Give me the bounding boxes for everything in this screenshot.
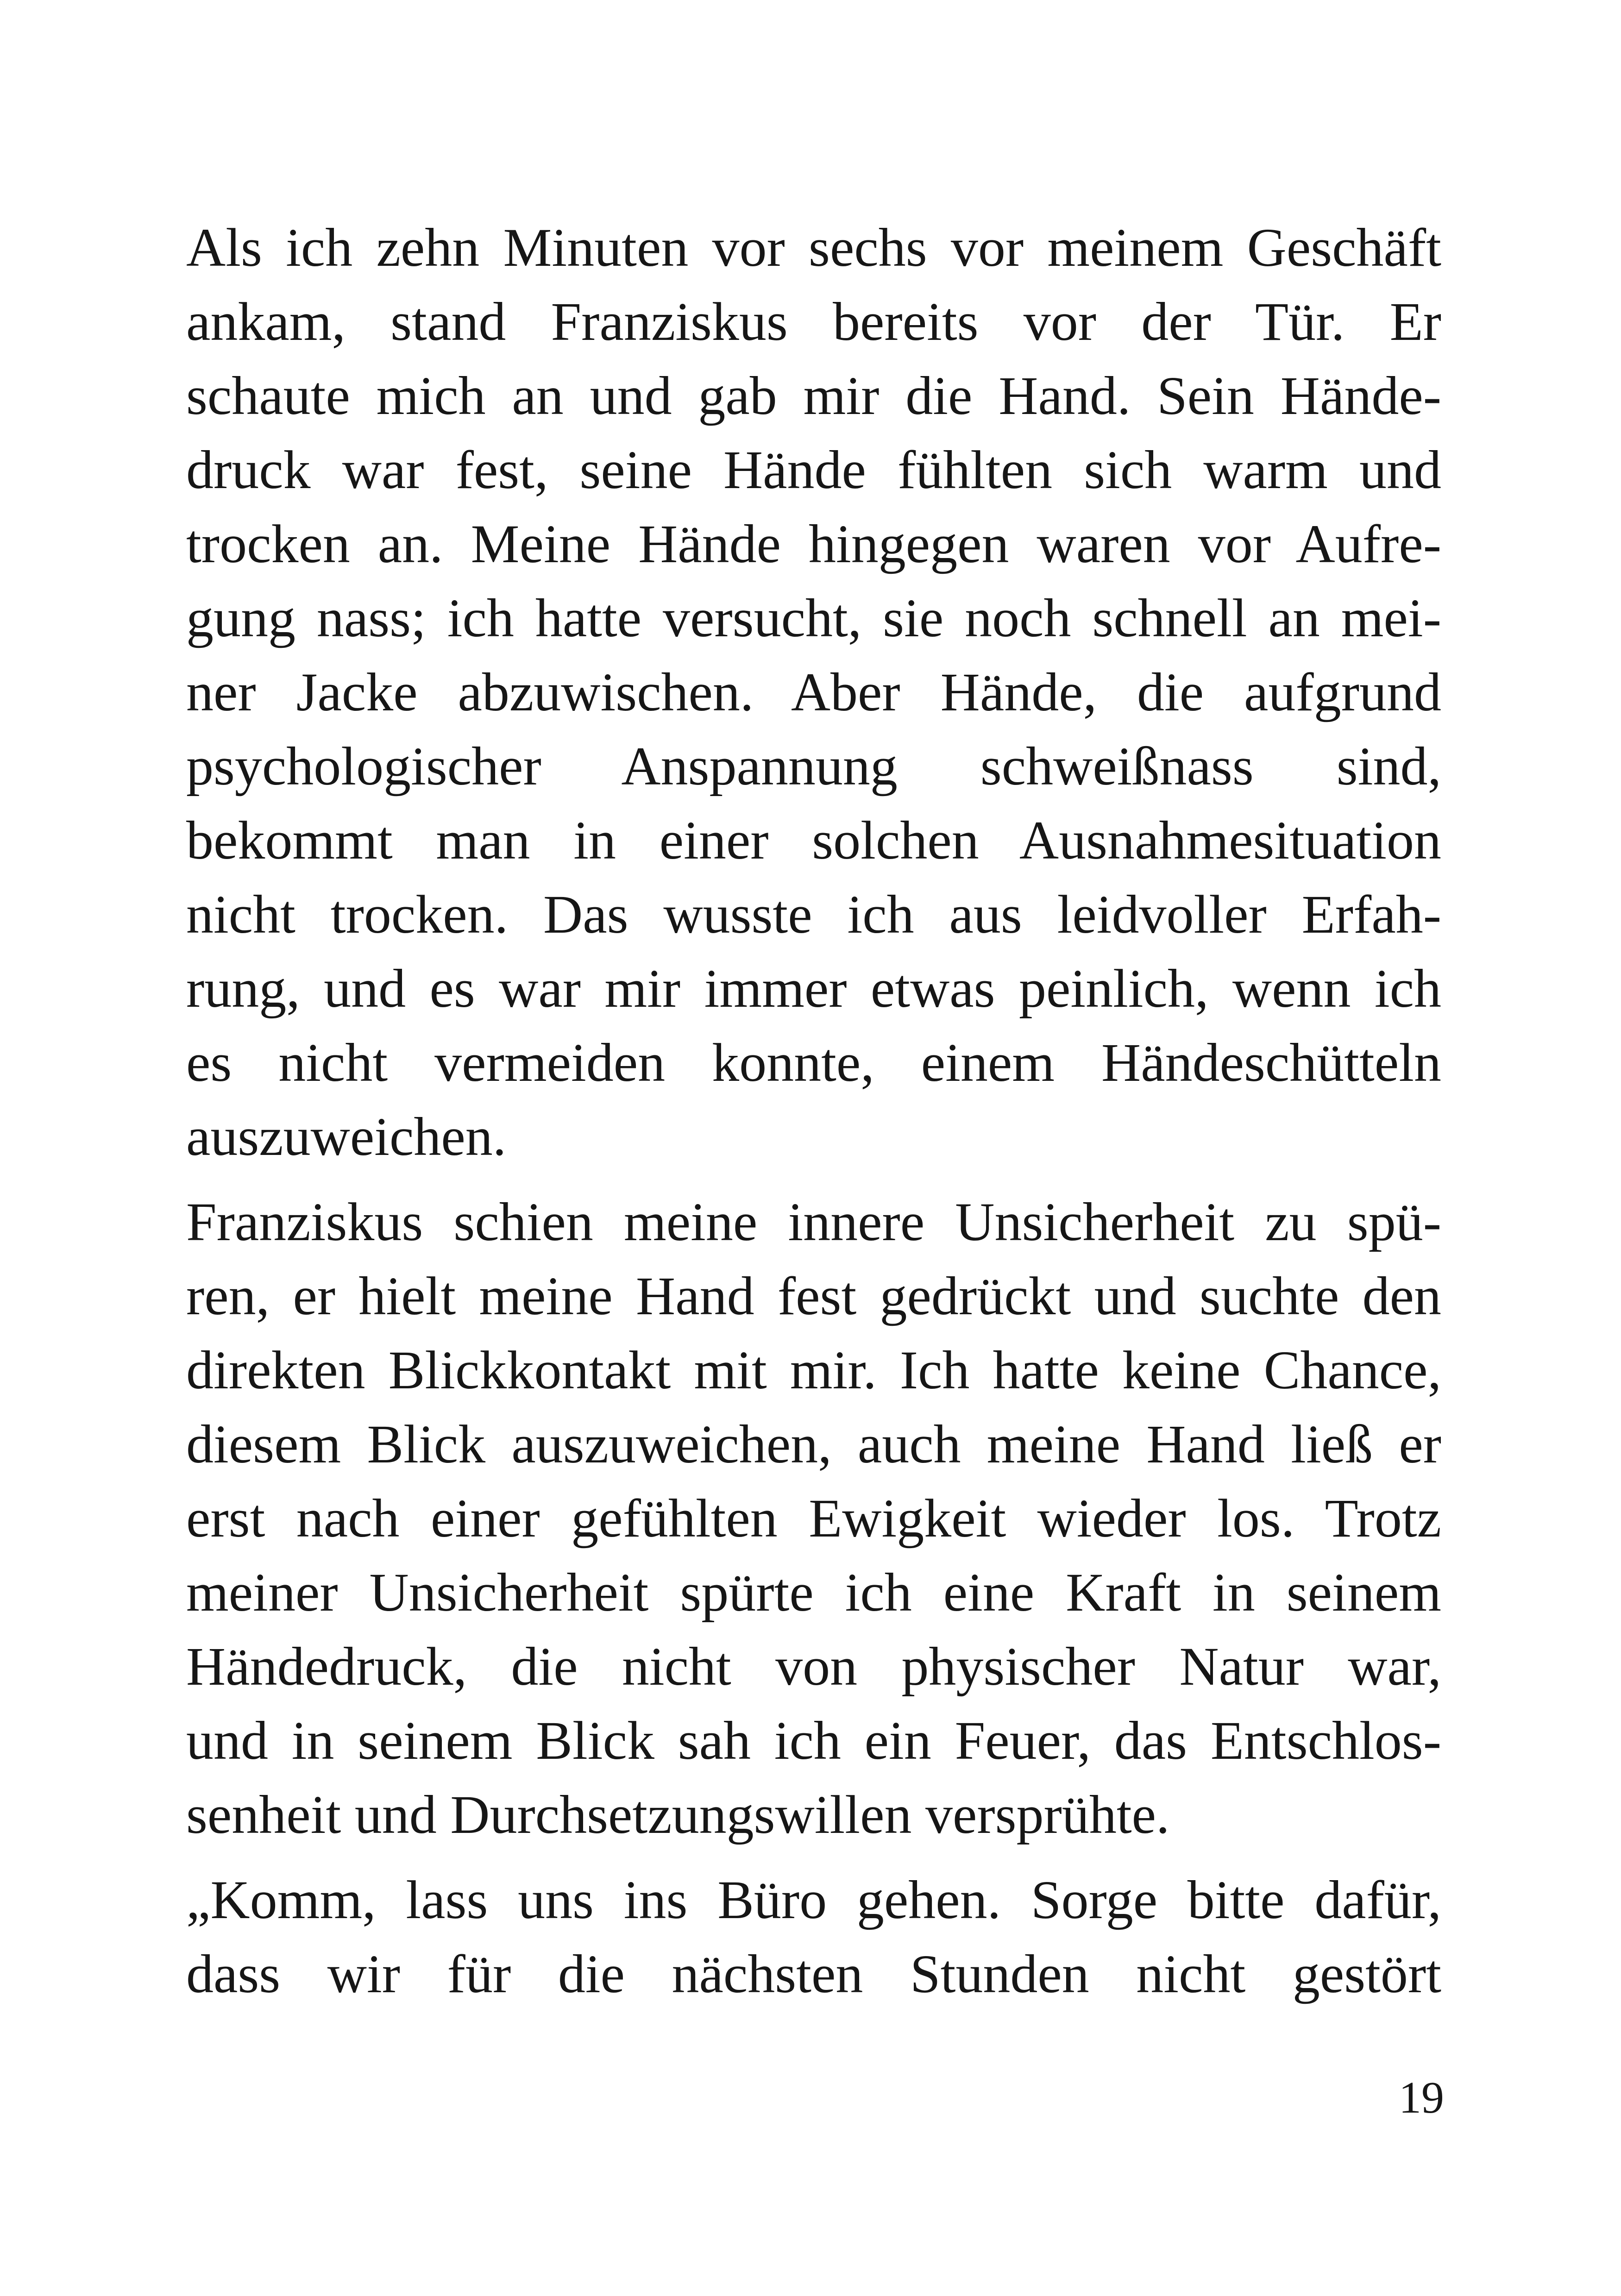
text-line: es nicht vermeiden konnte, einem Händeschütteln [186, 1032, 1441, 1093]
text-line: dass wir für die nächsten Stunden nicht gestört [186, 1944, 1441, 2004]
text-line: „Komm, lass uns ins Büro gehen. Sorge bitte dafür, [186, 1869, 1441, 1930]
text-line: diesem Blick auszuweichen, auch meine Hand ließ er [186, 1414, 1441, 1474]
text-line: gung nass; ich hatte versucht, sie noch schnell an mei- [186, 588, 1441, 648]
text-line: meiner Unsicherheit spürte ich eine Kraft in seinem [186, 1562, 1441, 1623]
body-text [186, 211, 1441, 2011]
text-line: ner Jacke abzuwischen. Aber Hände, die aufgrund [186, 662, 1441, 722]
paragraph-3 [186, 1863, 1441, 2011]
text-line: senheit und Durchsetzungswillen versprühte. [186, 1784, 1170, 1845]
text-line: bekommt man in einer solchen Ausnahmesituation [186, 810, 1441, 871]
text-line: ren, er hielt meine Hand fest gedrückt und suchte den [186, 1266, 1441, 1326]
text-line: und in seinem Blick sah ich ein Feuer, das Entschlos- [186, 1710, 1441, 1771]
text-line: Als ich zehn Minuten vor sechs vor meinem Geschäft [186, 217, 1441, 278]
text-line: nicht trocken. Das wusste ich aus leidvoller Erfah- [186, 884, 1441, 945]
text-line: rung, und es war mir immer etwas peinlich, wenn ich [186, 958, 1441, 1019]
text-line: auszuweichen. [186, 1106, 507, 1167]
text-line: psychologischer Anspannung schweißnass sind, [186, 736, 1441, 797]
text-line: erst nach einer gefühlten Ewigkeit wieder los. Trotz [186, 1488, 1441, 1549]
paragraph-1 [186, 211, 1441, 1174]
text-line: direkten Blickkontakt mit mir. Ich hatte keine Chance, [186, 1340, 1441, 1400]
text-line: Franziskus schien meine innere Unsicherheit zu spü- [186, 1192, 1441, 1252]
text-line: Händedruck, die nicht von physischer Natur war, [186, 1636, 1441, 1697]
text-line: trocken an. Meine Hände hingegen waren vor Aufre- [186, 514, 1441, 574]
text-line: ankam, stand Franziskus bereits vor der Tür. Er [186, 291, 1441, 352]
page-number: 19 [1399, 2073, 1444, 2123]
text-line: druck war fest, seine Hände fühlten sich warm und [186, 439, 1441, 500]
paragraph-2 [186, 1185, 1441, 1852]
text-line: schaute mich an und gab mir die Hand. Sein Hände- [186, 365, 1441, 426]
